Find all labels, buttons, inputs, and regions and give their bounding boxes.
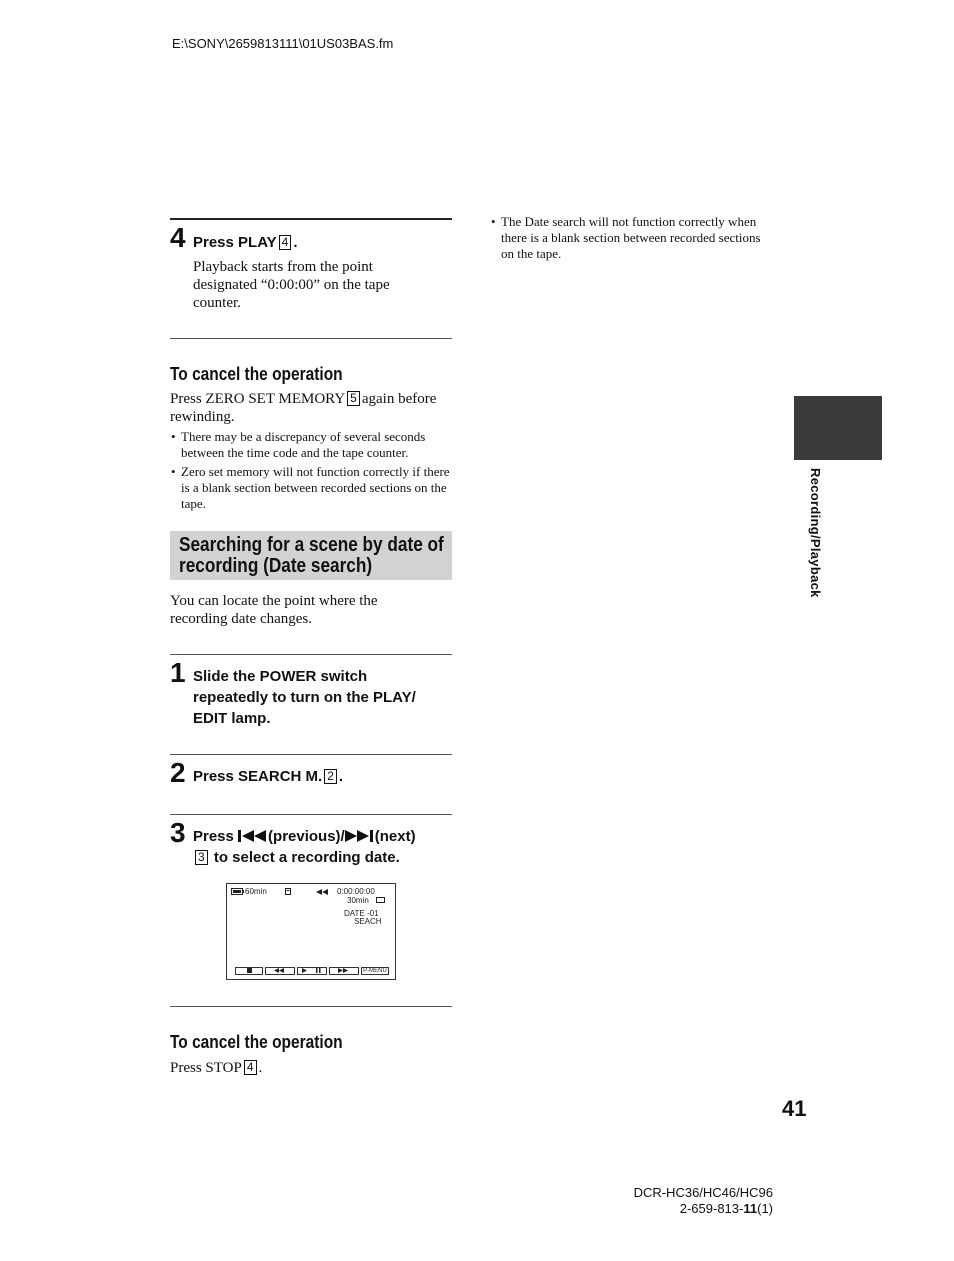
lcd-menu-button: P-MENU [361,967,389,975]
stop-icon [247,968,252,973]
cancel-1-text-pre: Press ZERO SET MEMORY [170,391,346,407]
button-2-label: 2 [324,769,337,784]
footer-code-bold: 11 [743,1201,758,1216]
battery-remaining: 60min [245,887,267,896]
step-3-next-label: (next) [374,828,416,845]
section-banner [170,531,452,580]
chapter-tab-label: Recording/Playback [808,468,823,598]
divider [170,1006,452,1007]
step-3-title [193,826,453,868]
divider [170,814,452,815]
cassette-icon [285,888,291,895]
step-3-line-2-text: to select a recording date. [213,849,400,866]
cancel-heading-2: To cancel the operation [170,1032,343,1052]
cancel-1-text [170,390,440,426]
step-4-suffix: . [293,234,298,251]
divider [170,654,452,655]
section-intro: You can locate the point where the recording date changes. [170,593,378,627]
step-2-suffix: . [338,768,344,785]
step-3-line-2 [193,847,453,868]
cancel-2-text-pre: Press STOP [170,1060,242,1076]
file-path-header: E:\SONY\2659813111\01US03BAS.fm [172,36,394,51]
lcd-play-pause-button [297,967,327,975]
bullet-item: • There may be a discrepancy of several seconds between the time code and the tape counter. [171,429,453,461]
footer-code-pre: 2-659-813- [679,1201,744,1216]
step-4-title-text: Press PLAY [193,234,277,251]
step-3-previous-label: (previous)/ [268,828,345,845]
footer [634,1185,773,1217]
step-1-line-2: repeatedly to turn on the PLAY/ [193,689,416,706]
footer-code [634,1201,773,1217]
section-title-line-1: Searching for a scene by date of [179,534,444,556]
step-2-title [193,766,343,787]
note-item: • The Date search will not function correctly when there is a blank section between recorded sections on the tape. [491,214,776,262]
footer-code-post: (1) [757,1201,773,1216]
step-3-line-1 [193,826,453,847]
lcd-stop-button [235,967,263,975]
step-1-line-1: Slide the POWER switch [193,668,368,685]
chapter-tab [794,396,882,460]
button-4-label: 4 [244,1060,257,1075]
button-5-label: 5 [347,391,360,406]
cancel-2-suffix: . [258,1060,263,1076]
divider [170,338,452,339]
cancel-2-text [170,1059,262,1077]
step-4-title [193,232,298,253]
step-4-number: 4 [170,222,186,253]
divider [170,754,452,755]
button-3-label: 3 [195,850,208,865]
tape-remaining: 30min [347,896,369,905]
date-indicator: DATE -01 [344,909,379,918]
step-3-number: 3 [170,817,186,848]
step-1-title [193,666,416,729]
step-1-number: 1 [170,657,186,688]
page-number: 41 [782,1096,807,1121]
cancel-1-bullets [171,429,453,512]
step-2-number: 2 [170,757,186,788]
time-counter: 0:00:00:00 [337,887,375,896]
footer-model: DCR-HC36/HC46/HC96 [633,1185,773,1200]
rewind-icon [274,968,286,973]
lcd-fast-forward-button [329,967,359,975]
section-title-line-2: recording (Date search) [179,555,373,577]
rewind-indicator-icon [316,889,328,895]
battery-icon [231,888,244,895]
tape-icon [376,897,385,903]
bullet-item: • Zero set memory will not function correctly if there is a blank section between recorded sections on the tape. [171,464,453,512]
step-4-body: Playback starts from the point designated “0:00:00” on the tape counter. [193,259,390,311]
fast-forward-icon [338,968,350,973]
date-search-note [491,214,776,262]
cancel-1-text-post: again before rewinding. [170,391,437,425]
play-pause-icon [302,968,322,973]
lcd-rewind-button [265,967,295,975]
step-2-title-text: Press SEARCH M. [193,768,323,785]
lcd-screen-illustration [226,883,396,980]
step-3-press: Press [193,828,234,845]
previous-icon [238,830,268,842]
cancel-heading-1: To cancel the operation [170,364,343,384]
button-4-label: 4 [279,235,292,250]
next-icon [345,830,375,842]
search-indicator: SEACH [354,917,382,926]
step-4-rule [170,218,452,220]
step-1-line-3: EDIT lamp. [193,710,271,727]
